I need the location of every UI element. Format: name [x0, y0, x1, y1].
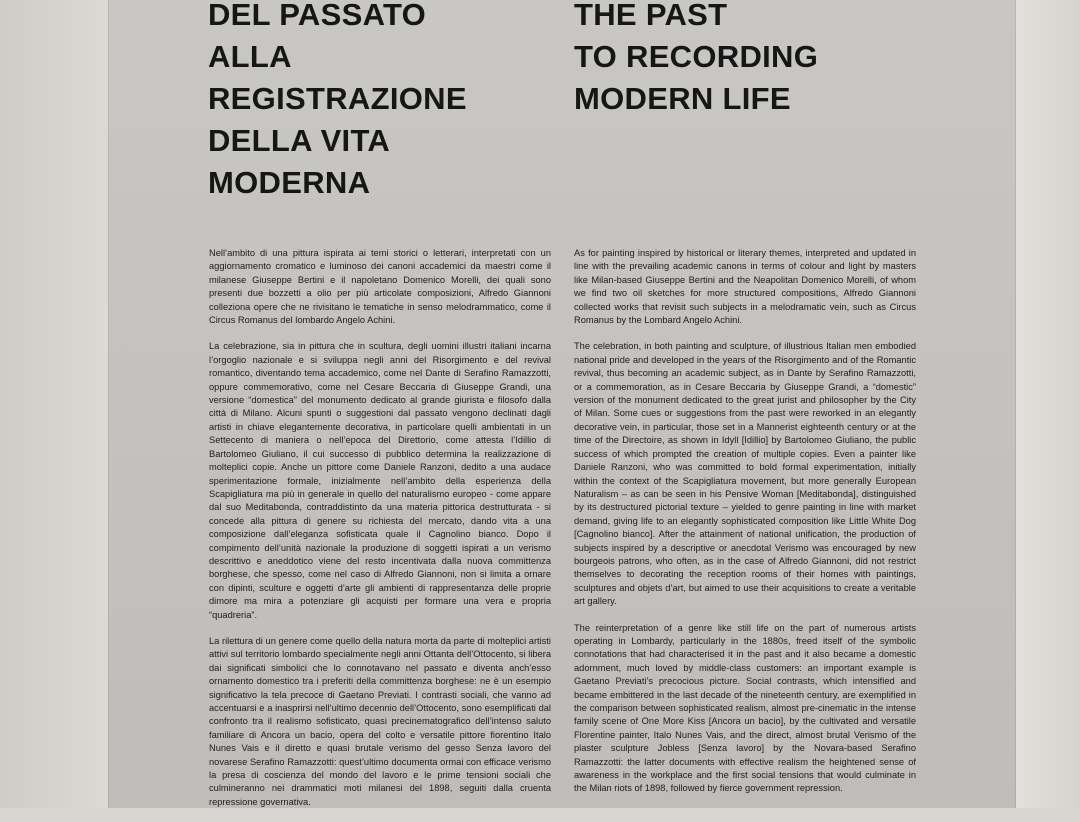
italian-title-line: DELLA VITA — [208, 123, 391, 158]
english-title-line: MODERN LIFE — [574, 81, 791, 116]
wall-right — [1016, 0, 1080, 808]
italian-title — [208, 0, 467, 204]
italian-paragraph: Nell’ambito di una pittura ispirata ai temi storici o letterari, interpretati con un aggiornamento cromatico e luminoso dei canoni accademici da maestri come il milanese Giuseppe Bertini e il napoletano Domenico Morelli, dei quali sono presenti due bozzetti a olio per più articolate composizioni, Alfredo Giannoni colleziona opere che ne rivisitano le tematiche in senso melodrammatico, come il Circus Romanus del lombardo Angelo Achini. — [209, 248, 551, 326]
wall-left — [0, 0, 108, 808]
english-text-column — [574, 247, 916, 809]
italian-title-line: REGISTRAZIONE — [208, 81, 467, 116]
italian-paragraph: La rilettura di un genere come quello della natura morta da parte di molteplici artisti attivi sul territorio lombardo specialmente negli anni Ottanta dell’Ottocento, si libera dai significati simbolici che lo connotavano nel passato e diventa anch’esso ornamento domestico tra i preferiti della committenza borghese: ne è un esempio significativo la tela precoce di Gaetano Previati. I contrasti sociali, che vanno ad accentuarsi e a inasprirsi nell’ultimo decennio dell’Ottocento, sono esemplificati dal confronto tra il realismo sofisticato, quasi precinematografico dell’intenso saluto familiare di Ancora un bacio, opera del colto e versatile pittore fiorentino Italo Nunes Vais e il diretto e quasi brutale verismo del gesso Senza lavoro del novarese Serafino Ramazzotti: quest’ultimo documenta ormai con efficace verismo la presa di coscienza del mondo del lavoro e le prime tensioni sociali che culmineranno nei drammatici moti milanesi del 1898, seguiti dalla cruenta repressione governativa. — [209, 635, 551, 807]
english-title-line: TO RECORDING — [574, 39, 819, 74]
english-paragraph: The celebration, in both painting and sculpture, of illustrious Italian men embodied national pride and developed in the years of the Risorgimento and of the Romantic revival, thus becoming an academic subject, as in Dante by Serafino Ramazzotti, or a commemoration, as in Cesare Beccaria by Giuseppe Grandi, a “domestic” version of the monument dedicated to the great jurist and philosopher by the City of Milan. Some cues or suggestions from the past were reworked in an elegantly decorative vein, in particular, those set in a Mannerist eighteenth century or at the time of the Directoire, as shown in Idyll [Idillio] by Bartolomeo Giuliano, the public success of which prompted the creation of multiple copies. Even a painter like Daniele Ranzoni, who was committed to bold formal experimentation, initially within the context of the Scapigliatura movement, but more generally European Naturalism – as can be seen in his Pensive Woman [Meditabonda], distinguished by its destructured pictorial texture – yielded to genre painting in line with market demand, giving life to an elegantly sophisticated composition like Little White Dog [Cagnolino bianco]. After the attainment of national unification, the production of subjects inspired by a descriptive or anecdotal Verismo was encouraged by new bourgeois patrons, who often, as in the case of Alfredo Giannoni, did not restrict themselves to decorating the reception rooms of their homes with paintings, sculptures and objets d’art, but aimed to use their acquisitions to create a veritable art gallery. — [574, 341, 916, 607]
exhibition-panel — [108, 0, 1016, 808]
english-title — [574, 0, 818, 120]
italian-title-line: ALLA — [208, 39, 292, 74]
italian-title-line: MODERNA — [208, 165, 371, 200]
italian-title-line: DEL PASSATO — [208, 0, 427, 32]
italian-text-column — [209, 247, 551, 822]
english-paragraph: The reinterpretation of a genre like still life on the part of numerous artists operating in Lombardy, particularly in the 1880s, freed itself of the symbolic connotations that had characterised it in the past and it also became a domestic adornment, much loved by middle-class customers: an important example is Gaetano Previati’s precocious picture. Social contrasts, which intensified and became embittered in the last decade of the nineteenth century, are exemplified in the comparison between sophisticated realism, almost pre-cinematic in the intense family scene of One More Kiss [Ancora un bacio], by the cultivated and versatile Florentine painter, Italo Nunes Vais, and the direct, almost brutal Verismo of the plaster sculpture Jobless [Senza lavoro] by the Novara-based Serafino Ramazzotti: the latter documents with effective realism the heightened sense of awareness in the workplace and the first social tensions that would culminate in the Milan riots of 1898, followed by fierce government repression. — [574, 622, 916, 794]
italian-paragraph: La celebrazione, sia in pittura che in scultura, degli uomini illustri italiani incarna l’orgoglio nazionale e si sviluppa negli anni del Risorgimento e del revival romantico, diventando tema accademico, come nel Dante di Serafino Ramazzotti, oppure commemorativo, come nel Cesare Beccaria di Giuseppe Grandi, una versione “domestica” del monumento dedicato al grande giurista e filosofo dalla città di Milano. Alcuni spunti o suggestioni dal passato vengono declinati dagli artisti in chiave elegantemente decorativa, in particolare quelli ambientati in un Settecento di maniera o nell’epoca del Direttorio, come attesta l’Idillio di Bartolomeo Giuliano, il cui successo di pubblico determina la realizzazione di molteplici copie. Anche un pittore come Daniele Ranzoni, dedito a una audace sperimentazione formale, inizialmente nell’ambito della esperienza della Scapigliatura ma più in generale in quello del naturalismo europeo - come appare dal suo Meditabonda, contraddistinto da una materia pittorica destrutturata - si concede alla pittura di genere su richiesta del mercato, dando vita a una composizione dall’eleganza sofisticata quale il Cagnolino bianco. Dopo il compimento dell’unità nazionale la produzione di soggetti ispirati a un verismo descrittivo e aneddotico viene del resto incentivata dalla nuova committenza borghese, che spesso, come nel caso di Alfredo Giannoni, non si limita a ornare con dipinti, sculture e oggetti d’arte gli ambienti di rappresentanza delle proprie dimore ma mira a potenziare gli acquisti per formare una vera e propria “quadreria”. — [209, 341, 551, 620]
english-title-line: THE PAST — [574, 0, 728, 32]
english-paragraph: As for painting inspired by historical or literary themes, interpreted and updated in line with the prevailing academic canons in terms of colour and light by masters like Milan-based Giuseppe Bertini and the Neapolitan Domenico Morelli, of whom we find two oil sketches for more structured compositions, Alfredo Giannoni collected works that revisit such subjects in a melodramatic vein, such as Circus Romanus by the Lombard Angelo Achini. — [574, 248, 916, 326]
